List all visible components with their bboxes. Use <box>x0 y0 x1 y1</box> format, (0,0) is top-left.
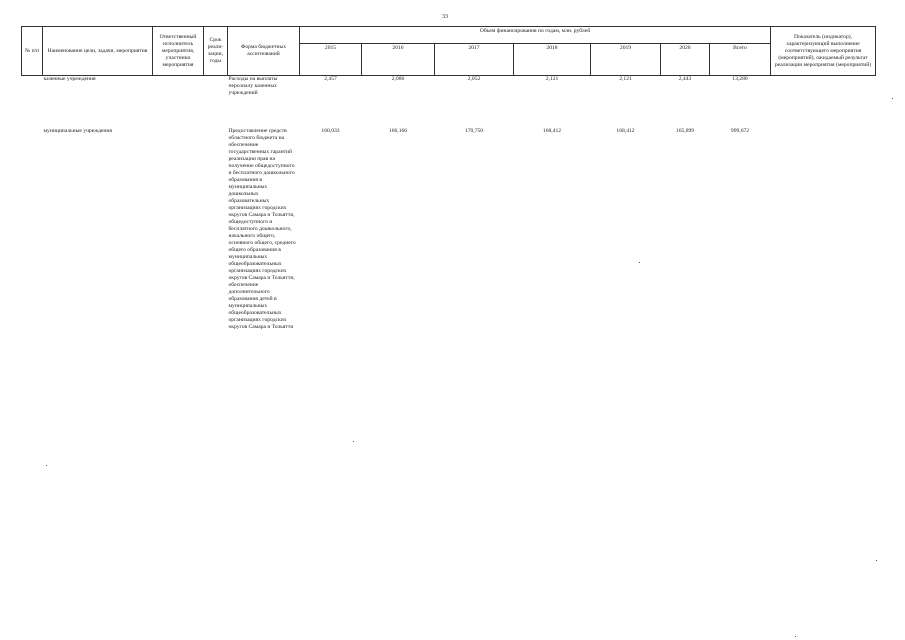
header-name: Наименование цели, задачи, мероприятия <box>43 27 153 76</box>
value-2015: 160,033 <box>321 128 340 134</box>
header-financing: Объем финансирования по годам, млн. рублей <box>300 27 771 44</box>
header-year-2017: 2017 <box>435 44 514 76</box>
value-2015: 2,457 <box>324 76 337 82</box>
value-total: 999,672 <box>730 128 750 134</box>
row-label: казенные учреждения <box>43 76 96 82</box>
scan-speck <box>353 441 354 442</box>
header-year-2019: 2019 <box>591 44 661 76</box>
value-total: 13,280 <box>732 76 748 82</box>
header-year-2016: 2016 <box>362 44 435 76</box>
value-2017: 170,750 <box>464 128 484 134</box>
page-number: 33 <box>442 14 448 20</box>
row-form: Предоставление средств областного бюджета на обеспечение государственных гарантий реализации прав на получение общедоступного и бесплатного дошкольного образования в муниципальных дошкольных образовательных организациях городских округов Самара и Тольятти, общедоступного и бесплатного дошкольного, начального общего, основного общего, среднего общего образования в муниципальных общеобразовательных организациях городских округов Самара и Тольятти, обеспечение дополнительного образования детей в муниципальных общеобразовательных организациях городских округов Самара и Тольятти <box>228 128 296 330</box>
scan-speck <box>892 98 893 99</box>
header-period: Срок реали-зации, годы <box>204 27 228 76</box>
table-row <box>22 128 876 331</box>
value-2019: 2,121 <box>619 76 632 82</box>
value-2018: 2,121 <box>545 76 559 82</box>
financing-table <box>21 26 876 331</box>
header-form: Форма бюджетных ассигнований <box>228 27 300 76</box>
scan-speck <box>46 465 47 466</box>
header-year-2015: 2015 <box>300 44 362 76</box>
value-2016: 166,166 <box>388 128 408 134</box>
value-2020: 2,443 <box>678 76 692 82</box>
header-year-2020: 2020 <box>661 44 710 76</box>
header-year-2018: 2018 <box>514 44 591 76</box>
row-form: Расходы на выплаты персоналу казенных учреждений <box>228 76 278 96</box>
value-2019: 168,412 <box>616 128 635 134</box>
row-label: муниципальные учреждения <box>43 128 112 134</box>
scan-speck <box>639 262 640 263</box>
value-2018: 168,412 <box>542 128 562 134</box>
value-2017: 2,052 <box>467 76 481 82</box>
header-responsible: Ответственный исполнитель мероприятия, участники мероприятия <box>153 27 204 76</box>
scan-speck <box>795 636 796 637</box>
value-2016: 2,086 <box>391 76 405 82</box>
table-row <box>22 76 876 129</box>
header-total: Всего <box>710 44 771 76</box>
header-number: № п/п <box>22 27 43 76</box>
header-indicator: Показатель (индикатор), характеризующий выполнение соответствующего мероприятия (мероприятий), ожидаемый результат реализации мероприятия (мероприятий) <box>771 27 876 76</box>
value-2020: 165,899 <box>675 128 695 134</box>
scan-speck <box>876 560 877 561</box>
